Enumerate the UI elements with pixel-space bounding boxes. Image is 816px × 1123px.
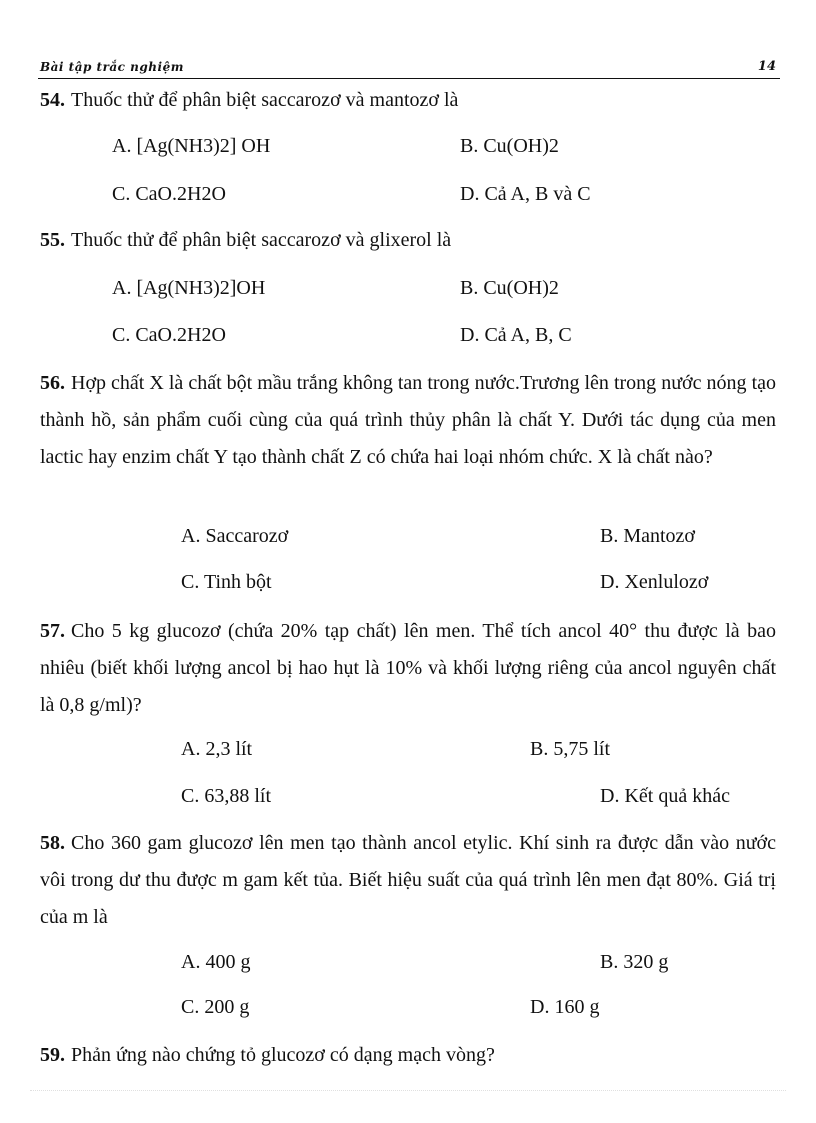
question-text: Thuốc thử để phân biệt saccarozơ và glixerol là: [71, 229, 452, 251]
option-b: B. Mantozơ: [600, 525, 696, 547]
question-55: [40, 222, 776, 259]
option-c: C. CaO.2H2O: [112, 183, 226, 205]
page-number: 14: [757, 59, 776, 74]
question-number: 55.: [40, 229, 65, 251]
question-number: 57.: [40, 620, 65, 642]
question-number: 59.: [40, 1044, 65, 1066]
option-b: B. Cu(OH)2: [460, 277, 559, 299]
question-58: [40, 825, 776, 936]
option-d: D. Kết quả khác: [600, 785, 730, 807]
question-59: [40, 1037, 776, 1074]
question-text: Hợp chất X là chất bột mầu trắng không tan trong nước.Trương lên trong nước nóng tạo thành hồ, sản phẩm cuối cùng của quá trình thủy phân là chất Y. Dưới tác dụng của men lactic hay enzim chất Y tạo thành chất Z có chứa hai loại nhóm chức. X là chất nào?: [40, 372, 776, 468]
option-d: D. Cả A, B, C: [460, 324, 572, 346]
question-text: Cho 5 kg glucozơ (chứa 20% tạp chất) lên men. Thể tích ancol 40° thu được là bao nhiêu (biết khối lượng ancol bị hao hụt là 10% và khối lượng riêng của ancol nguyên chất là 0,8 g/ml)?: [40, 620, 776, 716]
option-d: D. 160 g: [530, 996, 600, 1018]
question-text: Phản ứng nào chứng tỏ glucozơ có dạng mạch vòng?: [71, 1044, 495, 1066]
question-text: Thuốc thử để phân biệt saccarozơ và mantozơ là: [71, 89, 459, 111]
option-a: A. Saccarozơ: [181, 525, 289, 547]
option-c: C. Tinh bột: [181, 571, 272, 593]
option-b: B. Cu(OH)2: [460, 135, 559, 157]
page-bottom-divider: [30, 1090, 786, 1091]
question-54: [40, 82, 776, 119]
option-d: D. Xenlulozơ: [600, 571, 709, 593]
option-a: A. 400 g: [181, 951, 251, 973]
header-title: Bài tập trắc nghiệm: [40, 60, 184, 74]
option-a: A. 2,3 lít: [181, 738, 253, 760]
question-number: 58.: [40, 832, 65, 854]
option-b: B. 5,75 lít: [530, 738, 611, 760]
question-text: Cho 360 gam glucozơ lên men tạo thành ancol etylic. Khí sinh ra được dẫn vào nước vôi trong dư thu được m gam kết tủa. Biết hiệu suất của quá trình lên men đạt 80%. Giá trị của m là: [40, 832, 776, 928]
option-a: A. [Ag(NH3)2] OH: [112, 135, 271, 157]
option-c: C. 63,88 lít: [181, 785, 272, 807]
option-d: D. Cả A, B và C: [460, 183, 591, 205]
page-header: [38, 58, 780, 79]
option-a: A. [Ag(NH3)2]OH: [112, 277, 266, 299]
option-c: C. CaO.2H2O: [112, 324, 226, 346]
question-number: 54.: [40, 89, 65, 111]
question-number: 56.: [40, 372, 65, 394]
question-56: [40, 365, 776, 476]
question-57: [40, 613, 776, 724]
option-b: B. 320 g: [600, 951, 669, 973]
option-c: C. 200 g: [181, 996, 250, 1018]
